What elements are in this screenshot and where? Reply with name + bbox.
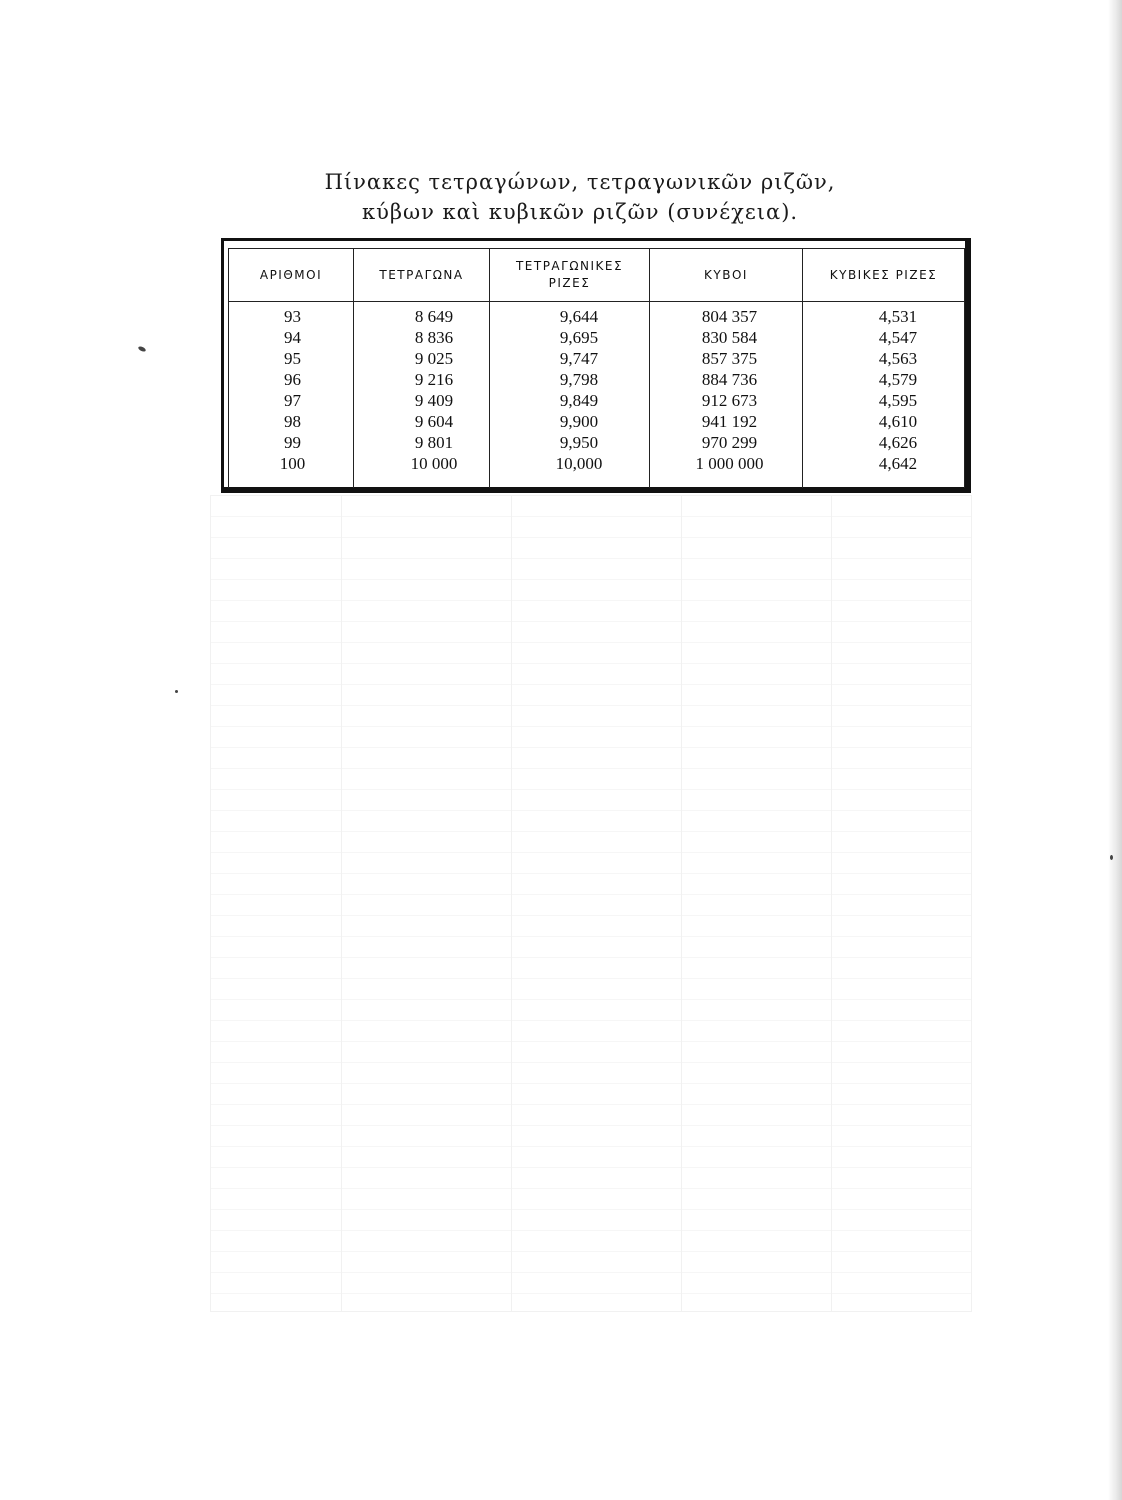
- page-title-line-1: Πίνακες τετραγώνων, τετραγωνικῶν ριζῶν,: [324, 170, 836, 194]
- cube-cell: 970 299: [701, 433, 758, 452]
- header-numbers: ΑΡΙΘΜΟΙ: [229, 249, 354, 302]
- cube-roots-column: [803, 302, 965, 489]
- number-cell: 98: [284, 412, 301, 431]
- cube-root-cell: 4,595: [878, 391, 918, 410]
- cube-cell: 830 584: [701, 328, 758, 347]
- square-cell: 9 604: [414, 412, 454, 431]
- square-root-cell: 9,900: [559, 412, 599, 431]
- square-cell: 9 216: [414, 370, 454, 389]
- square-root-cell: 9,644: [559, 307, 599, 326]
- ink-speck: [175, 690, 178, 693]
- squares-column: [354, 302, 490, 489]
- cube-cell: 1 000 000: [695, 454, 764, 473]
- math-table: [228, 248, 965, 488]
- cube-cell: 941 192: [701, 412, 758, 431]
- square-cell: 9 409: [414, 391, 454, 410]
- cubes-column: [650, 302, 803, 489]
- square-root-cell: 10,000: [555, 454, 603, 473]
- square-cell: 9 801: [414, 433, 454, 452]
- square-root-cell: 9,798: [559, 370, 599, 389]
- number-cell: 95: [284, 349, 301, 368]
- table-header-row: [229, 249, 965, 302]
- header-squares: ΤΕΤΡΑΓΩΝΑ: [354, 249, 490, 302]
- square-root-cell: 9,747: [559, 349, 599, 368]
- bleed-through-column-line: [681, 496, 682, 1311]
- number-cell: 93: [284, 307, 301, 326]
- square-cell: 9 025: [414, 349, 454, 368]
- cube-root-cell: 4,610: [878, 412, 918, 431]
- cube-root-cell: 4,642: [878, 454, 918, 473]
- bleed-through-column-line: [831, 496, 832, 1311]
- cube-root-cell: 4,563: [878, 349, 918, 368]
- square-root-cell: 9,950: [559, 433, 599, 452]
- number-cell: 96: [284, 370, 301, 389]
- bleed-through-column-line: [511, 496, 512, 1311]
- header-cube-roots: ΚΥΒΙΚΕΣ ΡΙΖΕΣ: [803, 249, 965, 302]
- square-roots-column: [490, 302, 650, 489]
- page-edge-shadow: [1108, 0, 1122, 1500]
- table-row: [229, 302, 965, 489]
- square-cell: 8 836: [414, 328, 454, 347]
- square-root-cell: 9,849: [559, 391, 599, 410]
- number-cell: 94: [284, 328, 301, 347]
- number-cell: 99: [284, 433, 301, 452]
- numbers-column: [229, 302, 354, 489]
- cube-root-cell: 4,547: [878, 328, 918, 347]
- square-cell: 8 649: [414, 307, 454, 326]
- bleed-through-table: [210, 495, 972, 1312]
- cube-cell: 884 736: [701, 370, 758, 389]
- square-root-cell: 9,695: [559, 328, 599, 347]
- cube-cell: 804 357: [701, 307, 758, 326]
- header-square-roots: ΤΕΤΡΑΓΩΝΙΚΕΣ ΡΙΖΕΣ: [490, 249, 650, 302]
- cube-root-cell: 4,579: [878, 370, 918, 389]
- cube-root-cell: 4,626: [878, 433, 918, 452]
- square-cell: 10 000: [410, 454, 458, 473]
- page-title-line-2: κύβων καὶ κυβικῶν ριζῶν (συνέχεια).: [361, 200, 799, 224]
- number-cell: 100: [279, 454, 306, 473]
- ink-speck: [138, 345, 147, 352]
- number-cell: 97: [284, 391, 301, 410]
- cube-cell: 912 673: [701, 391, 758, 410]
- header-cubes: ΚΥΒΟΙ: [650, 249, 803, 302]
- cube-cell: 857 375: [701, 349, 758, 368]
- bleed-through-column-line: [341, 496, 342, 1311]
- cube-root-cell: 4,531: [878, 307, 918, 326]
- ink-speck: [1110, 855, 1113, 860]
